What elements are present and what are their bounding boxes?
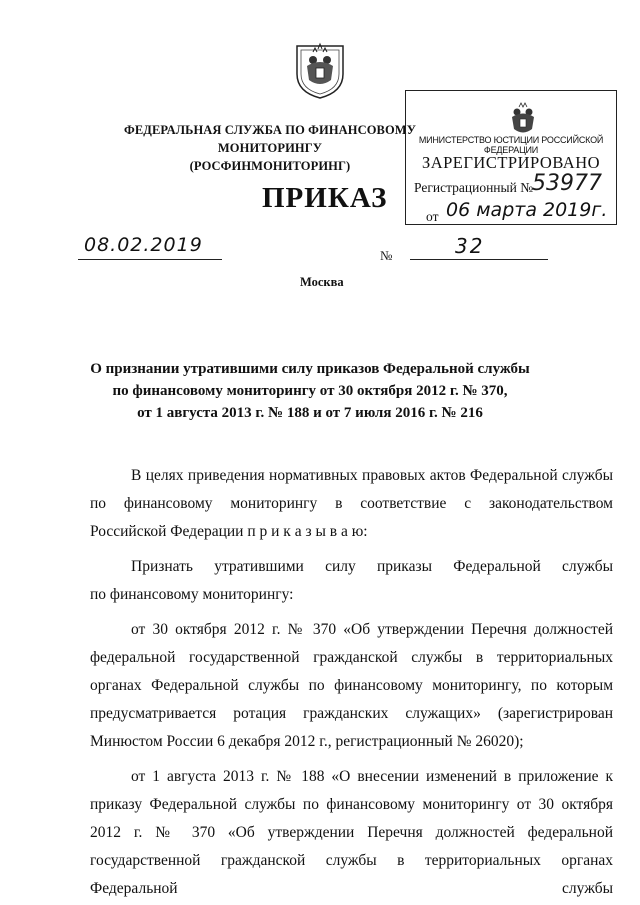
directive-line1: Признать утратившими силу приказы Федеральной службы bbox=[131, 558, 613, 575]
registration-stamp bbox=[405, 90, 617, 225]
stamp-reg-number-handwritten: 53977 bbox=[532, 171, 602, 196]
stamp-date-handwritten: 06 марта 2019г. bbox=[446, 199, 608, 221]
order-date-handwritten: 08.02.2019 bbox=[84, 234, 203, 256]
city-label: Москва bbox=[300, 275, 344, 289]
document-type-title: ПРИКАЗ bbox=[262, 182, 388, 214]
coat-of-arms-icon bbox=[293, 40, 347, 100]
agency-name-line2: (РОСФИНМОНИТОРИНГ) bbox=[189, 159, 351, 173]
subject-line2: по финансовому мониторингу от 30 октября 2012 г. № 370, bbox=[112, 383, 508, 399]
item-order-188: от 1 августа 2013 г. № 188 «О внесении изменений в приложение к приказу Федеральной службы по финансовому мониторингу от 30 октября 2012 г. № 370 «Об утверждении Перечня должностей федеральной государственной гражданской службы в территориальных органах Федеральной службы bbox=[90, 768, 613, 897]
preamble-line3: Российской Федерации п р и к а з ы в а ю: bbox=[90, 523, 368, 540]
directive-line2: по финансовому мониторингу: bbox=[90, 586, 294, 603]
item-order-370: от 30 октября 2012 г. № 370 «Об утверждении Перечня должностей федеральной государственной гражданской службы в территориальных органах Федеральной службы по финансовому мониторингу, по которым предусматривается ротация гражданских служащих» (зарегистрирован Минюстом России 6 декабря 2012 г., регистрационный № 26020); bbox=[90, 621, 613, 750]
stamp-registered-label: ЗАРЕГИСТРИРОВАНО bbox=[421, 153, 601, 172]
order-subject-heading bbox=[90, 358, 530, 424]
preamble-line2: по финансовому мониторингу в соответствие с законодательством bbox=[90, 495, 613, 512]
agency-name bbox=[100, 121, 440, 175]
order-number-label: № bbox=[380, 248, 393, 263]
order-number-handwritten: 32 bbox=[455, 234, 485, 258]
order-body bbox=[90, 462, 613, 903]
preamble-line1: В целях приведения нормативных правовых актов Федеральной службы bbox=[131, 467, 613, 484]
stamp-reg-number-label: Регистрационный № bbox=[414, 180, 534, 195]
stamp-emblem-icon bbox=[506, 101, 540, 139]
number-underline bbox=[410, 259, 548, 260]
agency-name-line1: ФЕДЕРАЛЬНАЯ СЛУЖБА ПО ФИНАНСОВОМУ МОНИТОРИНГУ bbox=[124, 123, 416, 155]
subject-line1: О признании утратившими силу приказов Федеральной службы bbox=[90, 361, 530, 377]
stamp-ministry-name: МИНИСТЕРСТВО ЮСТИЦИИ РОССИЙСКОЙ ФЕДЕРАЦИИ bbox=[418, 135, 604, 155]
stamp-date-label: от bbox=[426, 209, 439, 224]
subject-line3: от 1 августа 2013 г. № 188 и от 7 июля 2016 г. № 216 bbox=[137, 405, 483, 421]
date-underline bbox=[78, 259, 222, 260]
